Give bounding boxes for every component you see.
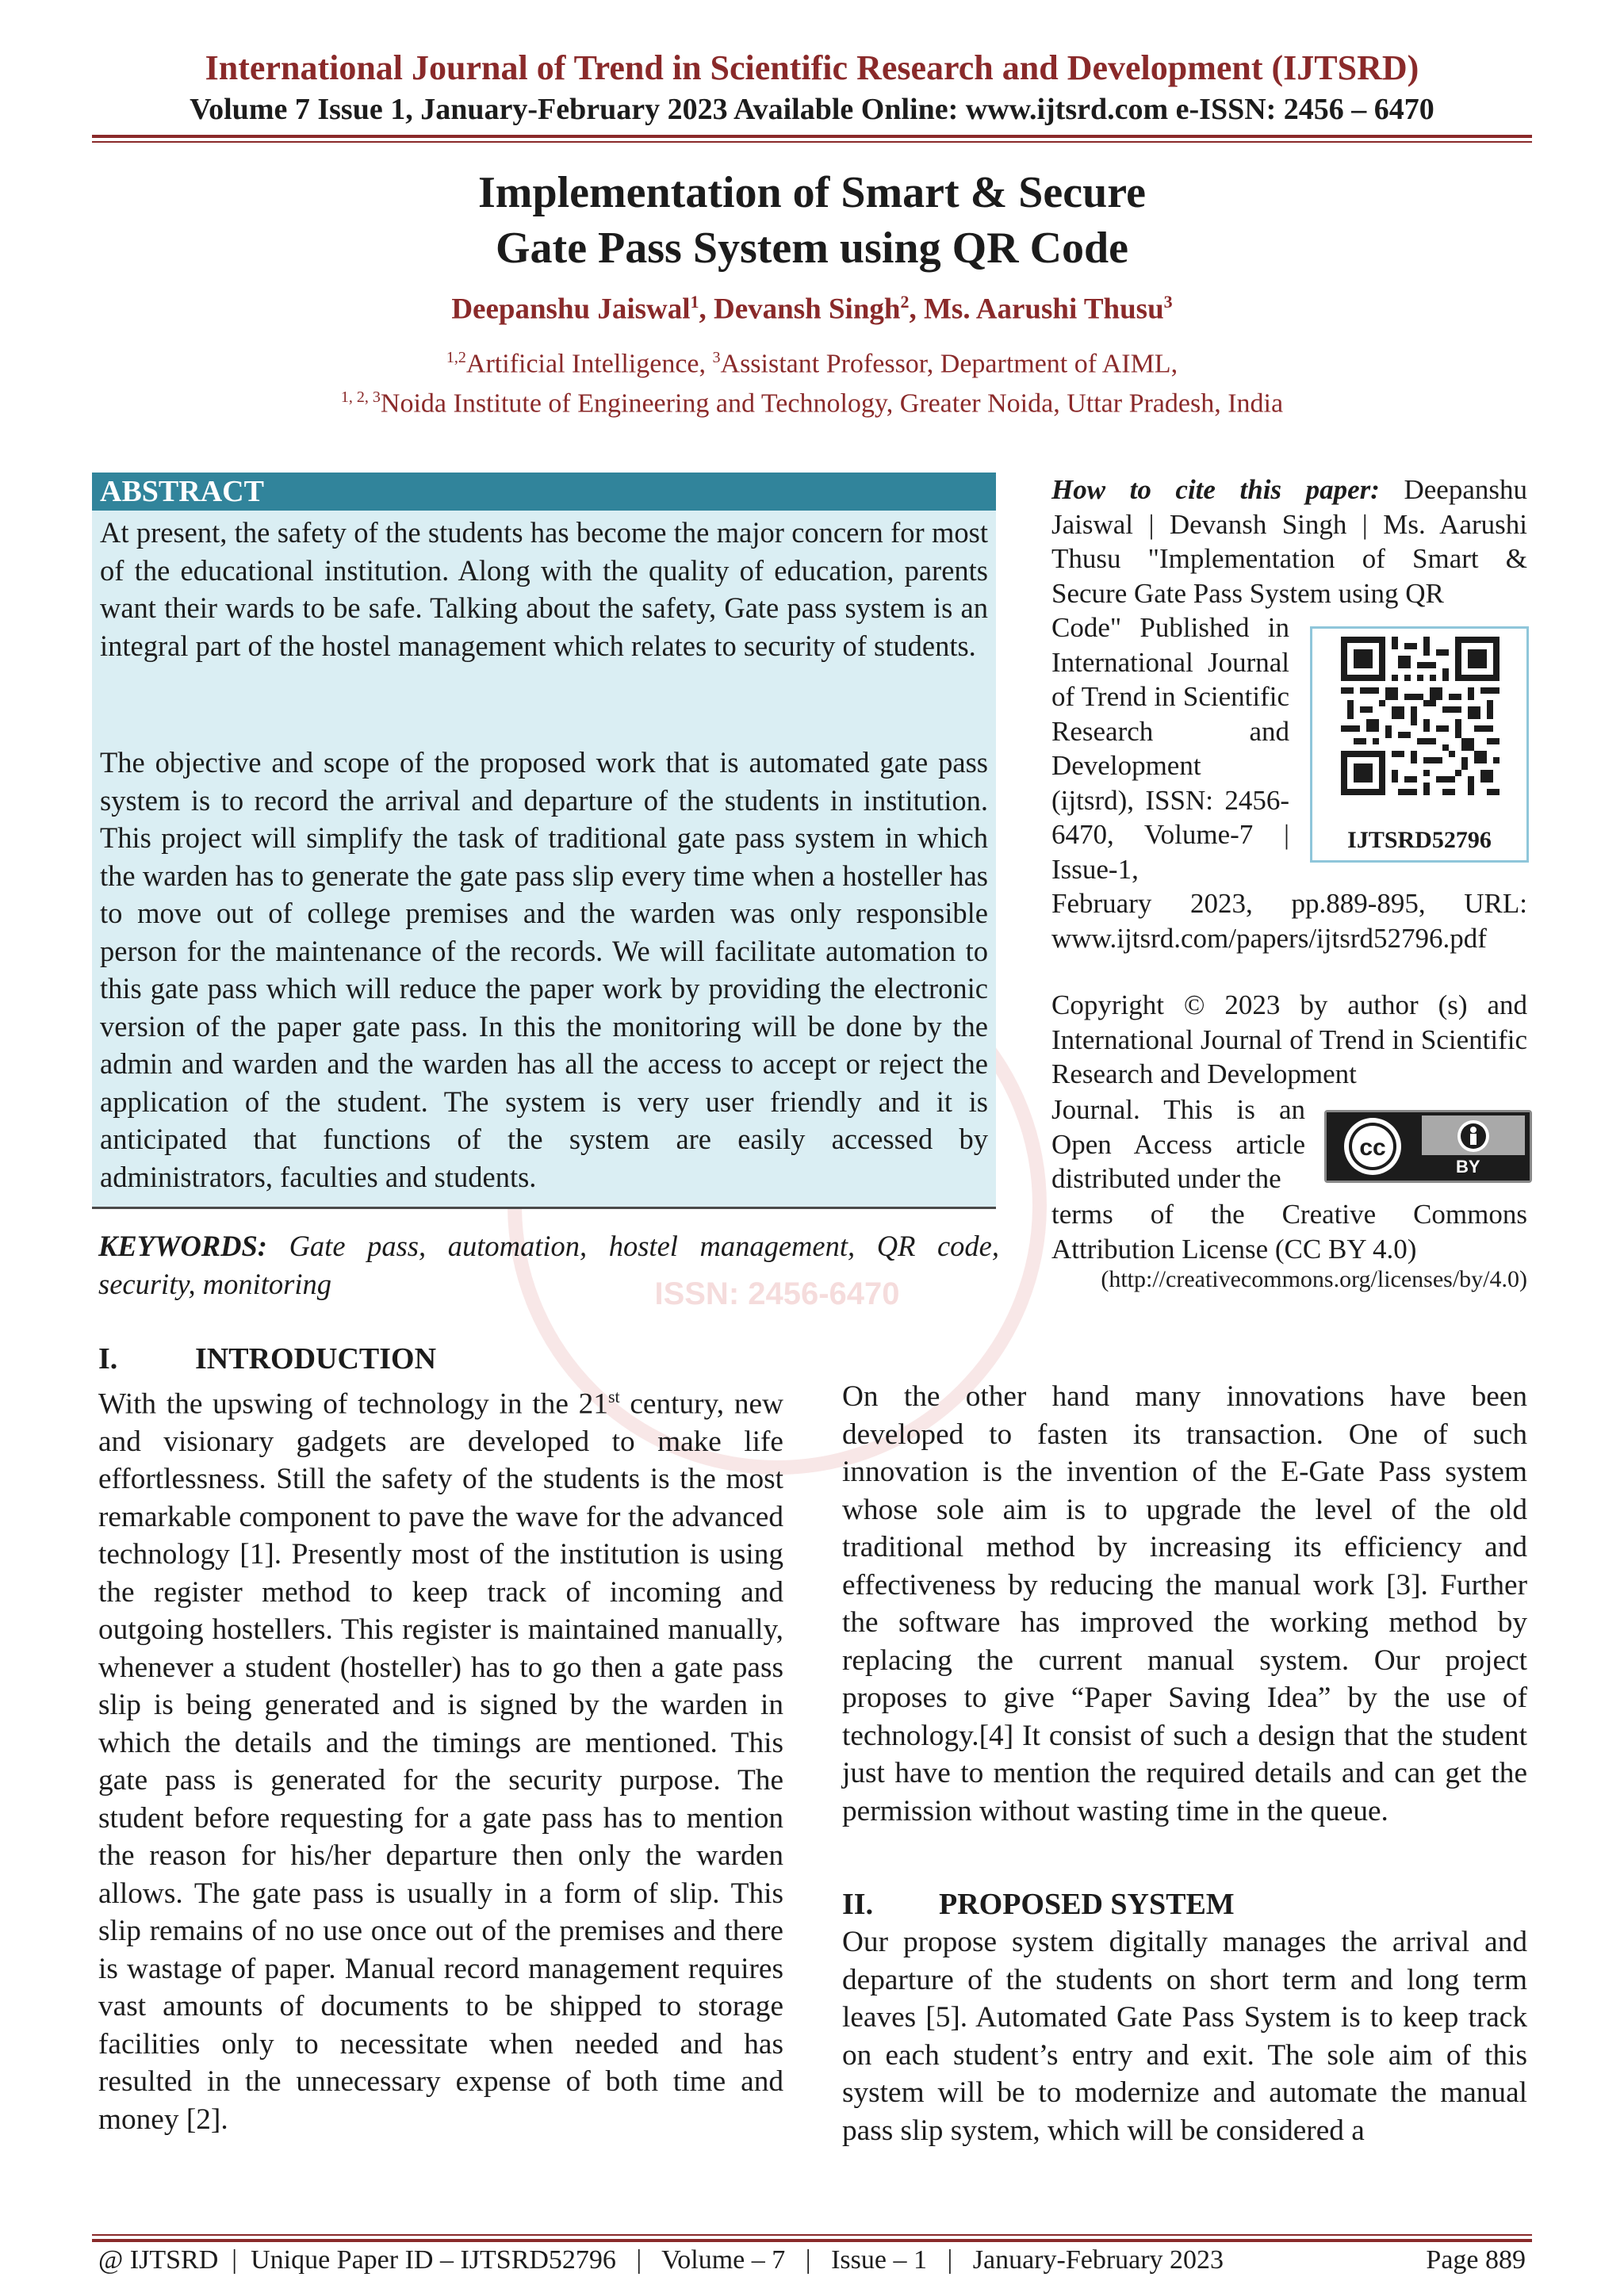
keywords-label: KEYWORDS: [98, 1230, 267, 1262]
header-rule [92, 135, 1532, 143]
paper-title-line-1: Implementation of Smart & Secure [478, 168, 1146, 217]
section-heading-proposed-system [842, 1885, 1235, 1923]
citation-label: How to cite this paper [1051, 474, 1371, 505]
proposed-system-text: Our propose system digitally manages the arrival and departure of the students on short term and long term leaves [5]. Automated Gate Pass System is to keep track on each student’s entry and exit. The sole aim of this system will be to modernize and automate the manual pass slip system, which will be considered a [842, 1926, 1527, 2147]
affiliation-line-2 [0, 388, 1624, 419]
cc-badge-label: BY [1456, 1157, 1480, 1177]
abstract-box [92, 473, 996, 1209]
citation-colon: : [1370, 474, 1380, 505]
intro-text: century, new and visionary gadgets are developed to make life effortlessness. Still the safety of the students is the most remarkable component to pave the wave for the advanced technology [1]. Presently most of the institution is using the register method to keep track of incoming and outgoing hostellers. This register is maintained manually, whenever a student (hosteller) has to go then a gate pass slip is being generated and is signed by the warden in which the details and the timings are mentioned. This gate pass is generated for the security purpose. The student before requesting for a gate pass has to mention the reason for his/her departure then only the warden allows. The gate pass is usually in a form of slip. This slip remains of no use once out of the premises and there is wastage of paper. Manual record management requires vast amounts of documents to be shipped to storage facilities only to necessitate when needed and has resulted in the unnecessary expense of both time and money [2]. [98, 1387, 783, 2136]
intro-text: With the upswing of technology in the 21 [98, 1387, 608, 1421]
section-number: I. [98, 1342, 118, 1376]
affiliation-sup: 1,2 [446, 349, 466, 366]
author-name: Deepanshu Jaiswal [451, 293, 691, 326]
author-name: Ms. Aarushi Thusu [924, 293, 1164, 326]
paper-title [0, 165, 1624, 276]
qr-code-box [1310, 626, 1529, 863]
qr-code-icon [1341, 637, 1500, 795]
citation-intro [1051, 473, 1527, 610]
footer-text: @ IJTSRD | Unique Paper ID – IJTSRD52796 | Volume – 7 | Issue – 1 | January-February 2023 [98, 2245, 1224, 2275]
introduction-left-column [98, 1378, 783, 2138]
journal-volume-line: Volume 7 Issue 1, January-February 2023 Available Online: www.ijtsrd.com e-ISSN: 2456 – 6470 [190, 93, 1434, 126]
intro-sup: st [607, 1387, 620, 1406]
affiliation-sup: 3 [712, 349, 721, 366]
creative-commons-icon [1327, 1112, 1530, 1181]
section-title: INTRODUCTION [195, 1342, 437, 1376]
qr-paper-id: IJTSRD52796 [1347, 827, 1492, 853]
author-sup: 1 [690, 292, 699, 312]
section-number: II. [842, 1888, 874, 1921]
affiliation-sup: 1, 2, 3 [340, 388, 381, 406]
author-name: Devansh Singh [714, 293, 901, 326]
copyright-narrow: Journal. This is an Open Access article distributed under the [1051, 1094, 1305, 1194]
watermark-issn: ISSN: 2456-6470 [654, 1276, 900, 1311]
affiliation-line-1 [0, 349, 1624, 379]
license-url: (http://creativecommons.org/licenses/by/4.0) [1101, 1266, 1527, 1292]
introduction-right-column: On the other hand many innovations have been developed to fasten its transaction. One of such innovation is the invention of the E-Gate Pass system whose sole aim is to upgrade the level of the old traditional method by increasing its efficiency and effectiveness by reducing the manual work [3]. Further the software has improved the working method by replacing the current manual system. Our project proposes to give “Paper Saving Idea” by the use of technology.[4] It consist of such a design that the student just have to mention the required details and can get the permission without wasting time in the queue. [842, 1380, 1527, 1827]
abstract-heading: ABSTRACT [92, 473, 996, 511]
copyright-intro: Copyright © 2023 by author (s) and International Journal of Trend in Scientific Research and Development [1051, 989, 1527, 1089]
svg-text:cc: cc [1359, 1135, 1386, 1161]
section-title: PROPOSED SYSTEM [939, 1888, 1235, 1921]
keywords-text: Gate pass, automation, hostel management, QR code, security, monitoring [98, 1230, 999, 1300]
journal-name: International Journal of Trend in Scientific Research and Development (IJTSRD) [205, 48, 1419, 87]
author-sup: 3 [1163, 292, 1173, 312]
abstract-paragraph-2: The objective and scope of the proposed work that is automated gate pass system is to record the arrival and departure of the students in institution. This project will simplify the task of traditional gate pass system in which the warden has to generate the gate pass slip every time when a hosteller has to move out of college premises and the warden was only responsible person for the maintenance of the records. We will facilitate automation to this gate pass which will reduce the paper work by providing the electronic version of the paper gate pass. In this the monitoring will be done by the admin and warden and the warden has all the access to accept or reject the application of the student. The system is very user friendly and it is anticipated that functions of the system are easily accessed by administrators, faculties and students. [100, 746, 988, 1193]
keywords [98, 1227, 999, 1303]
author-sup: 2 [900, 292, 910, 312]
affiliation-text: Artificial Intelligence, [465, 349, 713, 379]
affiliation-text: Noida Institute of Engineering and Technology, Greater Noida, Uttar Pradesh, India [380, 388, 1284, 419]
abstract-paragraph-1: At present, the safety of the students has become the major concern for most of the educational institution. Along with the quality of education, parents want their wards to be safe. Talking about the safety, Gate pass system is an integral part of the hostel management which relates to security of students. [100, 516, 988, 662]
copyright-tail: terms of the Creative Commons Attribution License (CC BY 4.0) [1051, 1199, 1527, 1265]
page-number: Page 889 [1426, 2245, 1526, 2275]
citation-tail-text: February 2023, pp.889-895, URL: www.ijtsrd.com/papers/ijtsrd52796.pdf [1051, 888, 1527, 954]
affiliation-text: Assistant Professor, Department of AIML, [720, 349, 1178, 379]
page-footer [98, 2245, 1526, 2275]
section-heading-introduction [98, 1340, 436, 1378]
citation-intro-text: Deepanshu Jaiswal | Devansh Singh | Ms. Aarushi Thusu "Implementation of Smart & Secure Gate Pass System using QR [1051, 474, 1528, 609]
footer-rule [92, 2234, 1532, 2242]
citation-narrow-text: Code" Published in International Journal of Trend in Scientific Research and Development (ijtsrd), ISSN: 2456-6470, Volume-7 | Issue-1, [1051, 612, 1289, 885]
cc-by-license-badge [1324, 1110, 1532, 1183]
paper-title-line-2: Gate Pass System using QR Code [495, 224, 1129, 273]
author-list: Deepanshu Jaiswal$^1$, Devansh Singh$^2$, Ms. Aarushi Thusu$^3$ [451, 292, 1173, 326]
